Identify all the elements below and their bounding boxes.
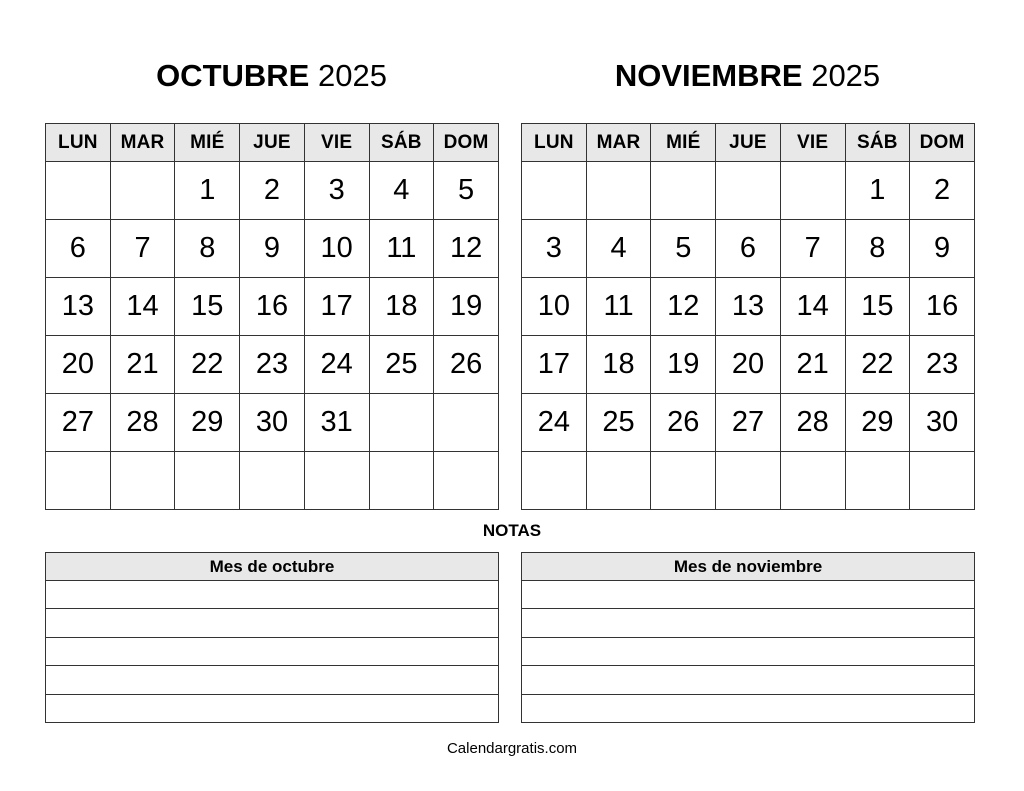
notes-line [46, 666, 499, 694]
day-cell: 28 [780, 394, 845, 452]
day-cell: 23 [910, 336, 975, 394]
day-cell: 7 [110, 220, 175, 278]
weekday-header: MIÉ [651, 124, 716, 162]
day-cell: 27 [46, 394, 111, 452]
day-cell: 12 [651, 278, 716, 336]
day-cell: 14 [110, 278, 175, 336]
day-cell [369, 394, 434, 452]
weekday-header: DOM [434, 124, 499, 162]
notes-line [522, 666, 975, 694]
week-row [522, 278, 975, 336]
day-cell: 30 [240, 394, 305, 452]
day-cell [110, 162, 175, 220]
weekday-header: VIE [304, 124, 369, 162]
day-cell: 11 [586, 278, 651, 336]
day-cell: 22 [845, 336, 910, 394]
day-cell [651, 162, 716, 220]
month-title-november [521, 58, 974, 94]
notes-line [46, 581, 499, 609]
day-cell: 10 [522, 278, 587, 336]
day-cell: 1 [845, 162, 910, 220]
weekday-header: LUN [46, 124, 111, 162]
day-cell: 29 [175, 394, 240, 452]
day-cell: 21 [780, 336, 845, 394]
week-row [522, 452, 975, 510]
notes-line [46, 694, 499, 722]
notes-month-header: Mes de octubre [46, 553, 499, 581]
weekday-header: MAR [586, 124, 651, 162]
day-cell: 28 [110, 394, 175, 452]
notes-line [522, 694, 975, 722]
day-cell: 11 [369, 220, 434, 278]
day-cell: 17 [304, 278, 369, 336]
day-cell [434, 452, 499, 510]
weekday-header: MAR [110, 124, 175, 162]
day-cell: 1 [175, 162, 240, 220]
day-cell: 24 [304, 336, 369, 394]
day-cell: 19 [651, 336, 716, 394]
day-cell: 20 [46, 336, 111, 394]
day-cell: 12 [434, 220, 499, 278]
notes-table-november [521, 552, 975, 723]
week-row [522, 220, 975, 278]
day-cell: 2 [240, 162, 305, 220]
notes-line [46, 637, 499, 665]
weekday-header: SÁB [369, 124, 434, 162]
day-cell [304, 452, 369, 510]
month-year: 2025 [811, 58, 881, 93]
weekday-header: JUE [716, 124, 781, 162]
day-cell: 18 [586, 336, 651, 394]
month-name: NOVIEMBRE [614, 58, 803, 93]
day-cell: 16 [910, 278, 975, 336]
day-cell [651, 452, 716, 510]
notes-line [46, 609, 499, 637]
day-cell: 26 [434, 336, 499, 394]
day-cell: 20 [716, 336, 781, 394]
day-cell [175, 452, 240, 510]
day-cell: 13 [716, 278, 781, 336]
day-cell [46, 162, 111, 220]
day-cell: 27 [716, 394, 781, 452]
month-name: OCTUBRE [156, 58, 310, 93]
day-cell: 18 [369, 278, 434, 336]
notes-table-october [45, 552, 499, 723]
day-cell [586, 162, 651, 220]
day-cell [522, 162, 587, 220]
day-cell: 22 [175, 336, 240, 394]
day-cell: 6 [46, 220, 111, 278]
day-cell: 29 [845, 394, 910, 452]
day-cell: 24 [522, 394, 587, 452]
day-cell [46, 452, 111, 510]
day-cell: 9 [910, 220, 975, 278]
weekday-header-row [46, 124, 499, 162]
day-cell: 6 [716, 220, 781, 278]
month-title-october [45, 58, 498, 94]
month-year: 2025 [317, 58, 387, 93]
notes-line [522, 637, 975, 665]
day-cell: 8 [845, 220, 910, 278]
day-cell [716, 162, 781, 220]
day-cell: 3 [304, 162, 369, 220]
day-cell [369, 452, 434, 510]
day-cell: 17 [522, 336, 587, 394]
week-row [522, 162, 975, 220]
week-row [46, 336, 499, 394]
day-cell [780, 162, 845, 220]
week-row [522, 394, 975, 452]
day-cell: 23 [240, 336, 305, 394]
notes-line [522, 609, 975, 637]
calendar-grid-november [521, 123, 975, 510]
day-cell: 2 [910, 162, 975, 220]
day-cell: 21 [110, 336, 175, 394]
day-cell: 19 [434, 278, 499, 336]
day-cell: 30 [910, 394, 975, 452]
day-cell [522, 452, 587, 510]
week-row [522, 336, 975, 394]
day-cell [586, 452, 651, 510]
weekday-header-row [522, 124, 975, 162]
calendar-grid-october [45, 123, 499, 510]
day-cell: 5 [651, 220, 716, 278]
day-cell: 31 [304, 394, 369, 452]
week-row [46, 220, 499, 278]
day-cell: 26 [651, 394, 716, 452]
notes-month-header: Mes de noviembre [522, 553, 975, 581]
day-cell: 7 [780, 220, 845, 278]
notes-heading: NOTAS [482, 521, 542, 540]
week-row [46, 278, 499, 336]
day-cell [434, 394, 499, 452]
weekday-header: DOM [910, 124, 975, 162]
day-cell: 25 [586, 394, 651, 452]
day-cell: 9 [240, 220, 305, 278]
weekday-header: LUN [522, 124, 587, 162]
weekday-header: VIE [780, 124, 845, 162]
weekday-header: SÁB [845, 124, 910, 162]
weekday-header: MIÉ [175, 124, 240, 162]
day-cell [240, 452, 305, 510]
footer-site-credit: Calendargratis.com [446, 740, 578, 757]
day-cell: 10 [304, 220, 369, 278]
day-cell: 25 [369, 336, 434, 394]
week-row [46, 452, 499, 510]
week-row [46, 394, 499, 452]
day-cell: 8 [175, 220, 240, 278]
day-cell [780, 452, 845, 510]
day-cell: 16 [240, 278, 305, 336]
weekday-header: JUE [240, 124, 305, 162]
day-cell: 15 [845, 278, 910, 336]
day-cell: 13 [46, 278, 111, 336]
day-cell: 5 [434, 162, 499, 220]
day-cell [845, 452, 910, 510]
day-cell: 15 [175, 278, 240, 336]
notes-line [522, 581, 975, 609]
day-cell: 14 [780, 278, 845, 336]
day-cell [716, 452, 781, 510]
week-row [46, 162, 499, 220]
day-cell [910, 452, 975, 510]
day-cell [110, 452, 175, 510]
day-cell: 3 [522, 220, 587, 278]
day-cell: 4 [586, 220, 651, 278]
day-cell: 4 [369, 162, 434, 220]
